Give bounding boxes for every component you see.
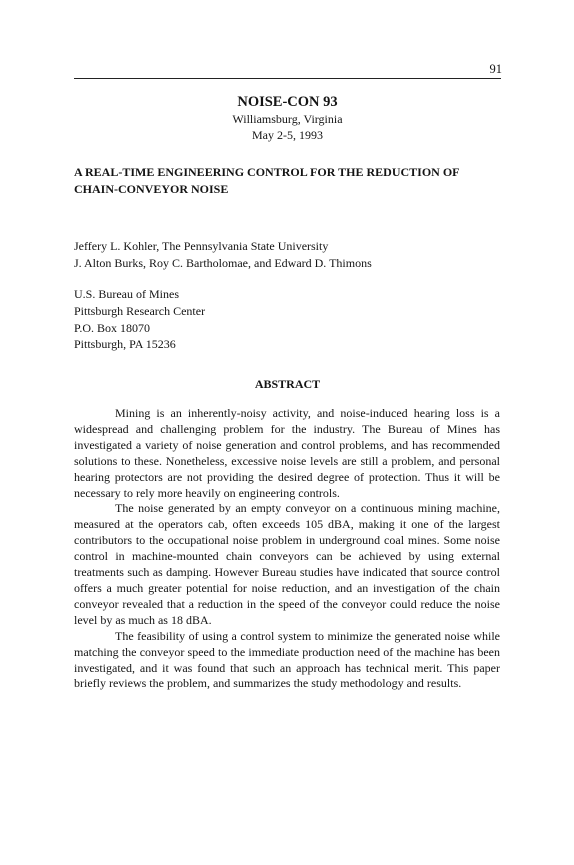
abstract-paragraph: The noise generated by an empty conveyor on a continuous mining machine, measured at the operators cab, often exceeds 105 dBA, making it one of the largest contributors to the occupational noise problem in underground coal mines. Some noise control in machine-mounted chain conveyors can be achieved by using external treatments such as damping. However Bureau studies have indicated that source control offers a much greater potential for noise reduction, and an investigation of the chain conveyor revealed that a reduction in the speed of the conveyor could reduce the noise level by as much as 18 dBA. xyxy=(74,501,500,627)
conference-location: Williamsburg, Virginia xyxy=(232,112,343,126)
abstract-heading: ABSTRACT xyxy=(254,377,321,391)
affiliation-address xyxy=(74,286,504,353)
address-line: P.O. Box 18070 xyxy=(74,320,151,335)
author-list xyxy=(74,238,504,271)
abstract-paragraph: Mining is an inherently-noisy activity, and noise-induced hearing loss is a widespread and challenging problem for the industry. The Bureau of Mines has investigated a variety of noise generation and control problems, and has recommended solutions to these. Nonetheless, excessive noise levels are still a problem, and personal hearing protectors are not providing the desired degree of protection. Thus it will be necessary to rely more heavily on engineering controls. xyxy=(74,406,500,500)
author-line: Jeffery L. Kohler, The Pennsylvania State University xyxy=(74,239,329,253)
conference-name: NOISE-CON 93 xyxy=(237,94,338,110)
author-line: J. Alton Burks, Roy C. Bartholomae, and Edward D. Thimons xyxy=(74,255,372,270)
page-number: 91 xyxy=(489,62,502,76)
conference-dates: May 2-5, 1993 xyxy=(252,128,323,142)
paper-title-line: A REAL-TIME ENGINEERING CONTROL FOR THE REDUCTION OF xyxy=(74,165,460,179)
address-line: U.S. Bureau of Mines xyxy=(74,287,179,301)
abstract-body xyxy=(74,406,500,692)
abstract-paragraph: The feasibility of using a control system to minimize the generated noise while matching the conveyor speed to the immediate production need of the machine has been investigated, and it was found that such an approach has technical merit. This paper briefly reviews the problem, and summarizes the study methodology and results. xyxy=(74,628,500,691)
conference-block xyxy=(74,94,501,143)
paper-title xyxy=(74,164,504,197)
address-line: Pittsburgh Research Center xyxy=(74,303,206,318)
header-rule xyxy=(74,78,501,79)
paper-title-line: CHAIN-CONVEYOR NOISE xyxy=(74,181,229,196)
address-line: Pittsburgh, PA 15236 xyxy=(74,337,176,352)
